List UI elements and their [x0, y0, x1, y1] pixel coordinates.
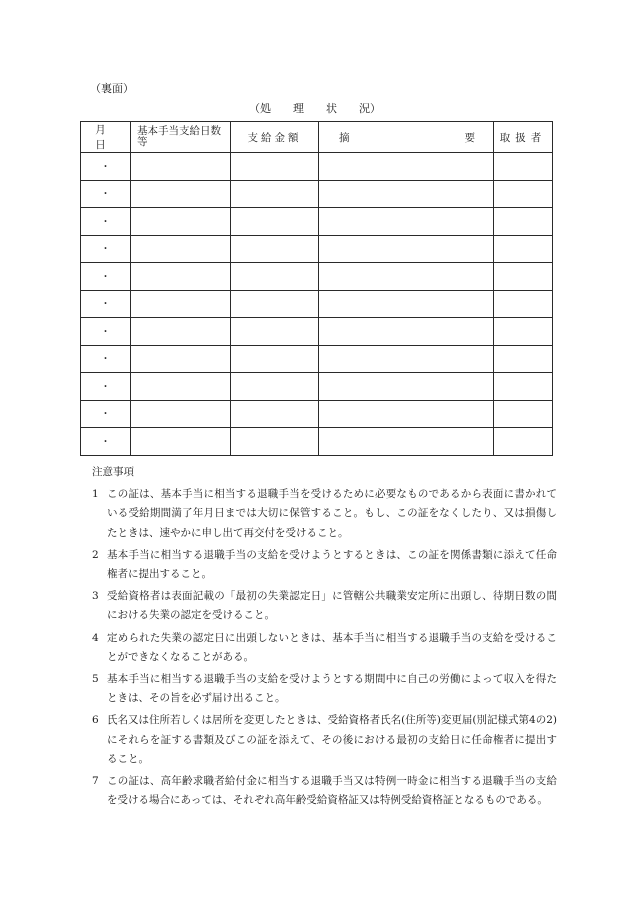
note-number: 5: [92, 673, 99, 686]
header-basic-allowance: 基本手当支給日数等: [131, 122, 231, 153]
note-item: [92, 629, 557, 667]
table-title: [0, 100, 630, 116]
note-number: 2: [92, 548, 99, 561]
date-cell: ・: [81, 318, 131, 346]
note-number: 6: [92, 714, 99, 727]
header-handler: 取扱者: [494, 122, 553, 153]
handler-cell: [494, 428, 553, 456]
date-cell: ・: [81, 235, 131, 263]
note-item: [92, 546, 557, 584]
note-text: この証は、高年齢求職者給付金に相当する退職手当又は特例一時金に相当する退職手当の支給を受ける場合にあっては、それぞれ高年齢受給資格証又は特例受給資格証となるものである。: [107, 775, 557, 807]
summary-cell: [319, 235, 494, 263]
page-side-label: （裏面）: [90, 82, 134, 95]
header-summary: [319, 122, 494, 153]
summary-cell: [319, 153, 494, 181]
table-row: [81, 208, 553, 236]
table-row: [81, 235, 553, 263]
handler-cell: [494, 345, 553, 373]
date-cell: ・: [81, 345, 131, 373]
handler-cell: [494, 318, 553, 346]
table-row: [81, 290, 553, 318]
note-item: [92, 711, 557, 769]
summary-cell: [319, 318, 494, 346]
date-cell: ・: [81, 208, 131, 236]
table-row: [81, 428, 553, 456]
note-number: 1: [92, 488, 99, 501]
basic-allowance-cell: [131, 235, 231, 263]
amount-cell: [231, 235, 319, 263]
note-text: この証は、基本手当に相当する退職手当を受けるために必要なものであるから表面に書かれている受給期間満了年月日までは大切に保管すること。もし、この証をなくしたり、又は損傷したときは、速やかに申し出て再交付を受けること。: [107, 488, 557, 539]
note-text: 基本手当に相当する退職手当の支給を受けようとするときは、この証を関係書類に添えて任命権者に提出すること。: [107, 548, 557, 581]
amount-cell: [231, 180, 319, 208]
summary-cell: [319, 345, 494, 373]
summary-cell: [319, 428, 494, 456]
notes-list: [92, 485, 557, 810]
basic-allowance-cell: [131, 180, 231, 208]
summary-cell: [319, 400, 494, 428]
handler-cell: [494, 373, 553, 401]
table-title-part: 状: [326, 102, 337, 115]
summary-cell: [319, 290, 494, 318]
amount-cell: [231, 263, 319, 291]
date-cell: ・: [81, 290, 131, 318]
amount-cell: [231, 373, 319, 401]
handler-cell: [494, 263, 553, 291]
table-row: [81, 153, 553, 181]
header-summary-left: 摘: [339, 132, 350, 144]
table-row: [81, 400, 553, 428]
handler-cell: [494, 180, 553, 208]
header-amount: 支給金額: [231, 122, 319, 153]
basic-allowance-cell: [131, 263, 231, 291]
handler-cell: [494, 290, 553, 318]
date-cell: ・: [81, 263, 131, 291]
table-title-part: 理: [293, 102, 304, 115]
basic-allowance-cell: [131, 400, 231, 428]
amount-cell: [231, 318, 319, 346]
table-row: [81, 373, 553, 401]
basic-allowance-cell: [131, 290, 231, 318]
basic-allowance-cell: [131, 153, 231, 181]
handler-cell: [494, 400, 553, 428]
date-cell: ・: [81, 180, 131, 208]
basic-allowance-cell: [131, 345, 231, 373]
note-item: [92, 587, 557, 625]
table-title-part: 況）: [359, 102, 381, 115]
header-summary-right: 要: [464, 132, 475, 144]
basic-allowance-cell: [131, 428, 231, 456]
table-row: [81, 318, 553, 346]
summary-cell: [319, 373, 494, 401]
note-text: 定められた失業の認定日に出頭しないときは、基本手当に相当する退職手当の支給を受けることができなくなることがある。: [107, 631, 557, 663]
note-text: 氏名又は住所若しくは居所を変更したときは、受給資格者氏名(住所等)変更届(別記様式第4の2)にそれらを証する書類及びこの証を添えて、その後における最初の支給日に任命権者に提出すること。: [107, 714, 557, 765]
note-item: [92, 772, 557, 810]
table-row: [81, 180, 553, 208]
amount-cell: [231, 400, 319, 428]
notes-section: [92, 463, 557, 813]
amount-cell: [231, 153, 319, 181]
handler-cell: [494, 153, 553, 181]
date-cell: ・: [81, 373, 131, 401]
note-number: 3: [92, 590, 99, 603]
table-header-row: [81, 122, 553, 153]
basic-allowance-cell: [131, 373, 231, 401]
table-title-part: （処: [249, 102, 271, 115]
date-cell: ・: [81, 400, 131, 428]
note-item: [92, 485, 557, 543]
note-number: 4: [92, 631, 99, 644]
summary-cell: [319, 180, 494, 208]
header-date: 月 日: [81, 122, 131, 153]
summary-cell: [319, 208, 494, 236]
note-text: 基本手当に相当する退職手当の支給を受けようとする期間中に自己の労働によって収入を得たときは、その旨を必ず届け出ること。: [107, 673, 557, 705]
processing-status-table: [80, 121, 553, 456]
table-row: [81, 263, 553, 291]
date-cell: ・: [81, 428, 131, 456]
note-item: [92, 670, 557, 708]
handler-cell: [494, 235, 553, 263]
handler-cell: [494, 208, 553, 236]
amount-cell: [231, 345, 319, 373]
note-text: 受給資格者は表面記載の「最初の失業認定日」に管轄公共職業安定所に出頭し、待期日数の間における失業の認定を受けること。: [107, 590, 557, 622]
amount-cell: [231, 428, 319, 456]
basic-allowance-cell: [131, 208, 231, 236]
table-row: [81, 345, 553, 373]
amount-cell: [231, 208, 319, 236]
note-number: 7: [92, 775, 99, 788]
amount-cell: [231, 290, 319, 318]
date-cell: ・: [81, 153, 131, 181]
summary-cell: [319, 263, 494, 291]
notes-title: 注意事項: [92, 466, 134, 478]
basic-allowance-cell: [131, 318, 231, 346]
